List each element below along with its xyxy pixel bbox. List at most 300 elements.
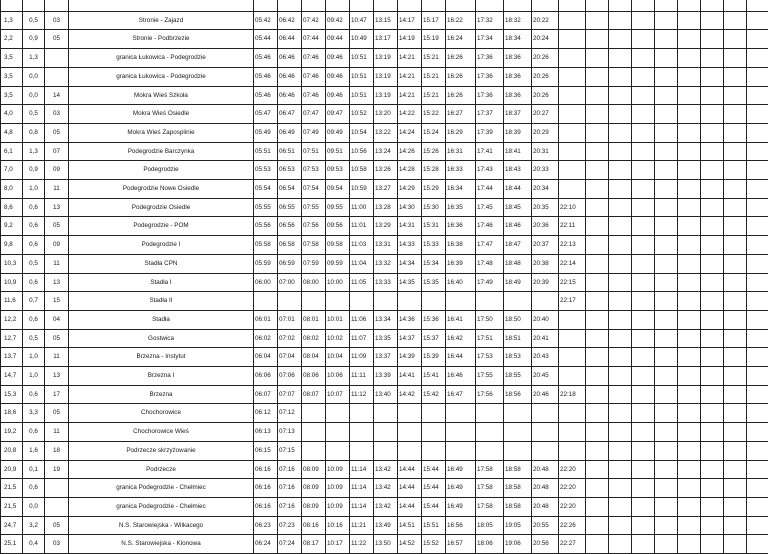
departure-time-cell: 07:51 xyxy=(302,142,326,161)
departure-time-cell: 07:46 xyxy=(302,49,326,68)
departure-time-cell: 17:47 xyxy=(476,236,504,255)
empty-cell xyxy=(701,310,724,329)
departure-time-cell: 07:47 xyxy=(302,105,326,124)
departure-time-cell xyxy=(350,441,374,460)
distance-cell: 3,3 xyxy=(23,404,45,423)
departure-time-cell xyxy=(559,404,586,423)
departure-time-cell: 16:27 xyxy=(446,105,476,124)
departure-time-cell: 15:39 xyxy=(422,348,446,367)
empty-cell xyxy=(701,11,724,30)
empty-cell xyxy=(678,516,701,535)
departure-time-cell xyxy=(446,423,476,442)
empty-cell xyxy=(609,273,632,292)
empty-cell xyxy=(609,329,632,348)
distance-cell: 3,2 xyxy=(23,516,45,535)
empty-cell xyxy=(747,479,768,498)
empty-cell xyxy=(655,161,678,180)
departure-time-cell: 07:46 xyxy=(302,67,326,86)
empty-cell xyxy=(609,236,632,255)
empty-cell xyxy=(609,254,632,273)
departure-time-cell: 17:39 xyxy=(476,123,504,142)
empty-cell xyxy=(655,329,678,348)
departure-time-cell: 06:51 xyxy=(278,142,302,161)
departure-time-cell: 17:49 xyxy=(476,273,504,292)
departure-time-cell: 20:37 xyxy=(532,236,559,255)
departure-time-cell: 18:34 xyxy=(504,30,532,49)
empty-cell xyxy=(586,535,609,554)
departure-time-cell: 08:09 xyxy=(302,460,326,479)
empty-cell xyxy=(701,479,724,498)
empty-cell xyxy=(724,142,747,161)
departure-time-cell: 11:12 xyxy=(350,385,374,404)
departure-time-cell: 22:27 xyxy=(559,535,586,554)
empty-cell xyxy=(701,460,724,479)
empty-cell xyxy=(747,180,768,199)
departure-time-cell: 05:49 xyxy=(254,123,278,142)
empty-cell xyxy=(701,254,724,273)
departure-time-cell: 07:42 xyxy=(302,11,326,30)
departure-time-cell: 10:09 xyxy=(326,497,350,516)
departure-time-cell: 13:19 xyxy=(374,67,398,86)
departure-time-cell xyxy=(422,441,446,460)
departure-time-cell xyxy=(559,105,586,124)
stop-name-cell: Stronie - Podbrzezie xyxy=(69,30,254,49)
distance-cell: 0,6 xyxy=(23,236,45,255)
departure-time-cell: 06:00 xyxy=(254,273,278,292)
departure-time-cell: 06:15 xyxy=(254,441,278,460)
departure-time-cell xyxy=(374,423,398,442)
empty-cell xyxy=(655,123,678,142)
departure-time-cell: 17:32 xyxy=(476,11,504,30)
empty-cell xyxy=(586,329,609,348)
departure-time-cell xyxy=(559,441,586,460)
stop-name-cell: Mokra Wieś Zaposplinie xyxy=(69,123,254,142)
departure-time-cell xyxy=(559,310,586,329)
distance-cell: 0,6 xyxy=(23,198,45,217)
departure-time-cell: 06:54 xyxy=(278,180,302,199)
departure-time-cell: 14:17 xyxy=(398,11,422,30)
empty-cell xyxy=(655,385,678,404)
empty-cell xyxy=(701,142,724,161)
km-cell: 8,0 xyxy=(1,180,23,199)
departure-time-cell: 14:33 xyxy=(398,236,422,255)
departure-time-cell: 15:44 xyxy=(422,460,446,479)
empty-cell xyxy=(586,198,609,217)
departure-time-cell: 05:55 xyxy=(254,198,278,217)
stop-name-cell: Podegrodzie Nowe Osiedle xyxy=(69,180,254,199)
departure-time-cell: 20:38 xyxy=(532,254,559,273)
departure-time-cell: 14:19 xyxy=(398,30,422,49)
departure-time-cell: 09:42 xyxy=(326,11,350,30)
empty-cell xyxy=(586,479,609,498)
departure-time-cell: 16:26 xyxy=(446,49,476,68)
departure-time-cell xyxy=(446,0,476,11)
empty-cell xyxy=(724,273,747,292)
departure-time-cell: 13:42 xyxy=(374,460,398,479)
stop-name-cell: Stronie - Zajazd xyxy=(69,11,254,30)
zone-cell: 05 xyxy=(45,516,69,535)
departure-time-cell: 18:37 xyxy=(504,105,532,124)
departure-time-cell: 06:23 xyxy=(254,516,278,535)
departure-time-cell xyxy=(326,0,350,11)
departure-time-cell: 13:31 xyxy=(374,236,398,255)
departure-time-cell: 07:44 xyxy=(302,30,326,49)
departure-time-cell: 14:42 xyxy=(398,385,422,404)
distance-cell: 0,5 xyxy=(23,329,45,348)
departure-time-cell: 11:14 xyxy=(350,479,374,498)
empty-cell xyxy=(632,367,655,386)
departure-time-cell: 10:16 xyxy=(326,516,350,535)
empty-cell xyxy=(655,86,678,105)
departure-time-cell: 13:27 xyxy=(374,180,398,199)
departure-time-cell xyxy=(326,292,350,311)
stop-name-cell: Chochorowice Wieś xyxy=(69,423,254,442)
empty-cell xyxy=(678,86,701,105)
empty-cell xyxy=(655,310,678,329)
stop-name-cell: Podegrodzie Osiedle xyxy=(69,198,254,217)
distance-cell: 0,6 xyxy=(23,423,45,442)
empty-cell xyxy=(609,142,632,161)
empty-cell xyxy=(655,423,678,442)
empty-cell xyxy=(609,423,632,442)
table-row xyxy=(1,30,768,49)
table-row xyxy=(1,217,768,236)
empty-cell xyxy=(724,86,747,105)
empty-cell xyxy=(632,236,655,255)
zone-cell: 11 xyxy=(45,254,69,273)
empty-cell xyxy=(747,329,768,348)
empty-cell xyxy=(655,67,678,86)
stop-name-cell xyxy=(69,0,254,11)
empty-cell xyxy=(632,404,655,423)
departure-time-cell: 13:17 xyxy=(374,30,398,49)
empty-cell xyxy=(701,105,724,124)
empty-cell xyxy=(747,348,768,367)
empty-cell xyxy=(678,49,701,68)
stop-name-cell: granica Podegrodzie - Chełmiec xyxy=(69,497,254,516)
departure-time-cell: 05:58 xyxy=(254,236,278,255)
empty-cell xyxy=(609,49,632,68)
stop-name-cell: Brzezna - Instytut xyxy=(69,348,254,367)
departure-time-cell xyxy=(398,0,422,11)
empty-cell xyxy=(609,86,632,105)
departure-time-cell: 18:05 xyxy=(476,516,504,535)
departure-time-cell xyxy=(559,367,586,386)
departure-time-cell: 22:20 xyxy=(559,460,586,479)
departure-time-cell: 09:49 xyxy=(326,123,350,142)
empty-cell xyxy=(747,161,768,180)
departure-time-cell: 05:44 xyxy=(254,30,278,49)
departure-time-cell: 13:34 xyxy=(374,310,398,329)
table-row xyxy=(1,86,768,105)
departure-time-cell: 06:04 xyxy=(254,348,278,367)
departure-time-cell: 10:04 xyxy=(326,348,350,367)
empty-cell xyxy=(678,0,701,11)
empty-cell xyxy=(609,404,632,423)
distance-cell: 0,5 xyxy=(23,254,45,273)
departure-time-cell: 07:23 xyxy=(278,516,302,535)
departure-time-cell: 18:39 xyxy=(504,123,532,142)
empty-cell xyxy=(701,67,724,86)
departure-time-cell: 18:32 xyxy=(504,11,532,30)
empty-cell xyxy=(586,105,609,124)
empty-cell xyxy=(632,254,655,273)
departure-time-cell: 09:58 xyxy=(326,236,350,255)
departure-time-cell: 06:59 xyxy=(278,254,302,273)
departure-time-cell: 16:24 xyxy=(446,30,476,49)
departure-time-cell: 13:29 xyxy=(374,217,398,236)
empty-cell xyxy=(678,217,701,236)
departure-time-cell xyxy=(302,404,326,423)
empty-cell xyxy=(724,404,747,423)
empty-cell xyxy=(747,0,768,11)
empty-cell xyxy=(655,217,678,236)
empty-cell xyxy=(586,67,609,86)
departure-time-cell xyxy=(559,123,586,142)
km-cell: 8,6 xyxy=(1,198,23,217)
km-cell: 25,1 xyxy=(1,535,23,554)
departure-time-cell xyxy=(374,292,398,311)
departure-time-cell xyxy=(446,441,476,460)
departure-time-cell xyxy=(559,329,586,348)
departure-time-cell: 11:07 xyxy=(350,329,374,348)
empty-cell xyxy=(724,385,747,404)
departure-time-cell: 18:41 xyxy=(504,142,532,161)
departure-time-cell: 14:41 xyxy=(398,367,422,386)
zone-cell: 13 xyxy=(45,198,69,217)
departure-time-cell xyxy=(350,404,374,423)
departure-time-cell: 15:35 xyxy=(422,273,446,292)
departure-time-cell: 20:34 xyxy=(532,180,559,199)
stop-name-cell: Podegrodzie Barczynka xyxy=(69,142,254,161)
departure-time-cell: 18:45 xyxy=(504,198,532,217)
departure-time-cell: 18:46 xyxy=(504,217,532,236)
departure-time-cell xyxy=(476,441,504,460)
departure-time-cell: 15:29 xyxy=(422,180,446,199)
departure-time-cell: 09:54 xyxy=(326,180,350,199)
table-row xyxy=(1,273,768,292)
empty-cell xyxy=(678,105,701,124)
departure-time-cell: 08:00 xyxy=(302,273,326,292)
km-cell: 9,8 xyxy=(1,236,23,255)
departure-time-cell: 10:54 xyxy=(350,123,374,142)
distance-cell: 0,8 xyxy=(23,123,45,142)
zone-cell: 18 xyxy=(45,441,69,460)
departure-time-cell: 17:51 xyxy=(476,329,504,348)
empty-cell xyxy=(701,86,724,105)
empty-cell xyxy=(747,30,768,49)
departure-time-cell: 11:01 xyxy=(350,217,374,236)
table-row xyxy=(1,460,768,479)
departure-time-cell xyxy=(504,292,532,311)
empty-cell xyxy=(701,516,724,535)
departure-time-cell: 07:24 xyxy=(278,535,302,554)
empty-cell xyxy=(724,49,747,68)
departure-time-cell: 18:43 xyxy=(504,161,532,180)
departure-time-cell: 22:15 xyxy=(559,273,586,292)
table-row xyxy=(1,180,768,199)
empty-cell xyxy=(747,86,768,105)
empty-cell xyxy=(655,292,678,311)
departure-time-cell: 13:19 xyxy=(374,49,398,68)
departure-time-cell xyxy=(422,292,446,311)
empty-cell xyxy=(655,254,678,273)
empty-cell xyxy=(747,236,768,255)
departure-time-cell: 11:14 xyxy=(350,460,374,479)
departure-time-cell: 18:56 xyxy=(504,385,532,404)
distance-cell: 0,4 xyxy=(23,535,45,554)
empty-cell xyxy=(701,161,724,180)
empty-cell xyxy=(586,441,609,460)
departure-time-cell: 06:16 xyxy=(254,460,278,479)
table-row xyxy=(1,329,768,348)
distance-cell: 0,5 xyxy=(23,11,45,30)
departure-time-cell: 22:14 xyxy=(559,254,586,273)
zone-cell xyxy=(45,0,69,11)
empty-cell xyxy=(724,535,747,554)
empty-cell xyxy=(701,535,724,554)
table-row xyxy=(1,142,768,161)
empty-cell xyxy=(678,497,701,516)
distance-cell: 1,3 xyxy=(23,49,45,68)
departure-time-cell: 18:47 xyxy=(504,236,532,255)
departure-time-cell: 07:56 xyxy=(302,217,326,236)
km-cell: 11,6 xyxy=(1,292,23,311)
departure-time-cell: 16:22 xyxy=(446,11,476,30)
departure-time-cell xyxy=(446,292,476,311)
departure-time-cell: 07:16 xyxy=(278,460,302,479)
empty-cell xyxy=(724,292,747,311)
empty-cell xyxy=(586,254,609,273)
departure-time-cell: 10:09 xyxy=(326,479,350,498)
departure-time-cell: 18:55 xyxy=(504,367,532,386)
departure-time-cell: 06:58 xyxy=(278,236,302,255)
departure-time-cell xyxy=(398,292,422,311)
stop-name-cell: Podrzecze skrzyżowanie xyxy=(69,441,254,460)
departure-time-cell: 08:07 xyxy=(302,385,326,404)
departure-time-cell: 09:56 xyxy=(326,217,350,236)
zone-cell: 19 xyxy=(45,460,69,479)
empty-cell xyxy=(632,292,655,311)
departure-time-cell: 16:29 xyxy=(446,123,476,142)
empty-cell xyxy=(586,497,609,516)
empty-cell xyxy=(655,198,678,217)
empty-cell xyxy=(724,367,747,386)
empty-cell xyxy=(609,30,632,49)
table-row xyxy=(1,123,768,142)
stop-name-cell: Stadła II xyxy=(69,292,254,311)
departure-time-cell: 17:37 xyxy=(476,105,504,124)
empty-cell xyxy=(655,105,678,124)
departure-time-cell: 06:07 xyxy=(254,385,278,404)
empty-cell xyxy=(632,441,655,460)
departure-time-cell: 07:06 xyxy=(278,367,302,386)
km-cell: 12,2 xyxy=(1,310,23,329)
table-row xyxy=(1,516,768,535)
departure-time-cell: 11:09 xyxy=(350,348,374,367)
table-row xyxy=(1,292,768,311)
table-row xyxy=(1,441,768,460)
zone-cell xyxy=(45,67,69,86)
empty-cell xyxy=(678,161,701,180)
departure-time-cell: 08:09 xyxy=(302,479,326,498)
departure-time-cell: 08:09 xyxy=(302,497,326,516)
stop-name-cell: Chochorowice xyxy=(69,404,254,423)
empty-cell xyxy=(655,0,678,11)
empty-cell xyxy=(655,497,678,516)
empty-cell xyxy=(655,236,678,255)
stop-name-cell: granica Łukowica - Podegrodzie xyxy=(69,49,254,68)
stop-name-cell: Mokra Wieś Szkoła xyxy=(69,86,254,105)
zone-cell: 11 xyxy=(45,180,69,199)
departure-time-cell: 17:36 xyxy=(476,86,504,105)
departure-time-cell: 09:46 xyxy=(326,86,350,105)
distance-cell: 0,6 xyxy=(23,385,45,404)
departure-time-cell: 14:44 xyxy=(398,479,422,498)
empty-cell xyxy=(747,310,768,329)
departure-time-cell xyxy=(559,49,586,68)
departure-time-cell: 08:04 xyxy=(302,348,326,367)
empty-cell xyxy=(586,49,609,68)
departure-time-cell: 20:40 xyxy=(532,310,559,329)
departure-time-cell: 13:40 xyxy=(374,385,398,404)
departure-time-cell xyxy=(532,441,559,460)
departure-time-cell: 13:33 xyxy=(374,273,398,292)
zone-cell: 04 xyxy=(45,310,69,329)
empty-cell xyxy=(747,460,768,479)
departure-time-cell: 17:44 xyxy=(476,180,504,199)
departure-time-cell: 08:16 xyxy=(302,516,326,535)
empty-cell xyxy=(747,292,768,311)
empty-cell xyxy=(609,217,632,236)
empty-cell xyxy=(747,273,768,292)
departure-time-cell: 07:15 xyxy=(278,441,302,460)
zone-cell: 03 xyxy=(45,105,69,124)
empty-cell xyxy=(655,30,678,49)
table-row xyxy=(1,385,768,404)
km-cell: 9,2 xyxy=(1,217,23,236)
empty-cell xyxy=(609,535,632,554)
empty-cell xyxy=(678,479,701,498)
departure-time-cell: 05:46 xyxy=(254,86,278,105)
departure-time-cell: 05:54 xyxy=(254,180,278,199)
stop-name-cell: granica Podegrodzie - Chełmiec xyxy=(69,479,254,498)
departure-time-cell: 13:28 xyxy=(374,198,398,217)
empty-cell xyxy=(632,11,655,30)
empty-cell xyxy=(701,367,724,386)
departure-time-cell: 09:59 xyxy=(326,254,350,273)
departure-time-cell: 22:11 xyxy=(559,217,586,236)
departure-time-cell: 06:44 xyxy=(278,30,302,49)
distance-cell: 0,9 xyxy=(23,30,45,49)
departure-time-cell xyxy=(559,142,586,161)
departure-time-cell: 17:58 xyxy=(476,460,504,479)
departure-time-cell xyxy=(254,292,278,311)
stop-name-cell: Brzezna xyxy=(69,385,254,404)
empty-cell xyxy=(678,30,701,49)
distance-cell xyxy=(23,0,45,11)
departure-time-cell: 14:21 xyxy=(398,86,422,105)
zone-cell: 05 xyxy=(45,404,69,423)
zone-cell: 03 xyxy=(45,535,69,554)
empty-cell xyxy=(678,273,701,292)
km-cell: 14,7 xyxy=(1,367,23,386)
departure-time-cell: 18:49 xyxy=(504,273,532,292)
departure-time-cell xyxy=(326,423,350,442)
departure-time-cell: 13:19 xyxy=(374,86,398,105)
empty-cell xyxy=(747,67,768,86)
empty-cell xyxy=(678,329,701,348)
